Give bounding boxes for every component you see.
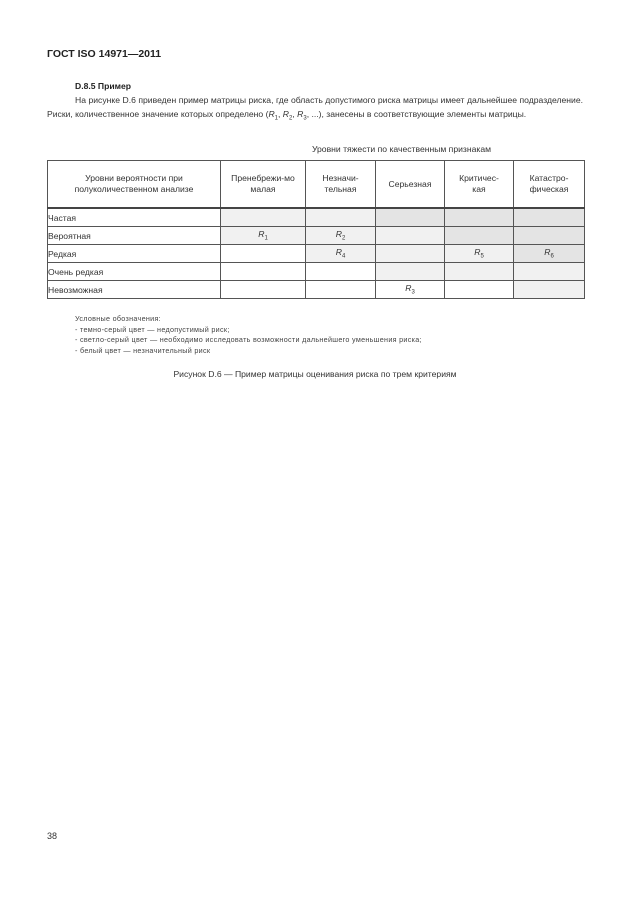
matrix-cell xyxy=(445,208,514,227)
matrix-cell xyxy=(221,263,306,281)
legend xyxy=(75,314,422,356)
risk-value: $R_3$ xyxy=(405,283,415,296)
matrix-cell xyxy=(514,281,585,299)
risk-value: $R_2$ xyxy=(335,229,346,242)
matrix-cell xyxy=(376,245,445,263)
matrix-cell xyxy=(221,227,306,245)
document-header: ГОСТ ISO 14971—2011 xyxy=(47,48,162,60)
table-row xyxy=(48,263,585,281)
legend-item-white: - белый цвет — незначительный риск xyxy=(75,345,211,355)
intro-paragraph: На рисунке D.6 приведен пример матрицы риска, где область допустимого риска матрицы имеет дальнейшее подразделение. Риски, количественное значение которых определено ($R_1$, $R_2$, $R_3$, ...), занесены в соответствующие элементы матрицы. xyxy=(47,95,583,122)
table-row xyxy=(48,281,585,299)
legend-item-dark: - темно-серый цвет — недопустимый риск; xyxy=(75,324,230,334)
figure-caption: Рисунок D.6 — Пример матрицы оценивания риска по трем критериям xyxy=(173,369,457,379)
probability-label: Частая xyxy=(48,208,221,227)
matrix-cell xyxy=(376,281,445,299)
probability-label: Очень редкая xyxy=(48,263,221,281)
risk-value: $R_1$ xyxy=(258,229,268,242)
column-header-critical: Критичес-кая xyxy=(445,161,514,209)
page-number: 38 xyxy=(47,831,58,841)
paragraph-part2: , ...), занесены в соответствующие элементы матрицы. xyxy=(306,109,527,119)
matrix-cell xyxy=(221,208,306,227)
risk-symbol-r1: $R_1$ xyxy=(268,109,278,122)
risk-symbol-r3: $R_3$ xyxy=(297,109,307,122)
matrix-cell xyxy=(445,263,514,281)
column-header-serious: Серьезная xyxy=(376,161,445,209)
probability-label: Невозможная xyxy=(48,281,221,299)
risk-value: $R_5$ xyxy=(474,247,484,260)
matrix-cell xyxy=(445,227,514,245)
risk-value: $R_6$ xyxy=(544,247,554,260)
risk-value: $R_4$ xyxy=(335,247,346,260)
paragraph-part1: На рисунке D.6 приведен пример матрицы риска, где область допустимого риска матрицы имеет дальнейшее подразделение. Риски, количественное значение которых определено ( xyxy=(47,95,583,119)
matrix-cell xyxy=(376,227,445,245)
column-header-minor: Незначи-тельная xyxy=(306,161,376,209)
table-header-row xyxy=(48,161,585,209)
matrix-cell xyxy=(306,227,376,245)
section-title: D.8.5 Пример xyxy=(75,81,132,91)
matrix-cell xyxy=(221,245,306,263)
risk-matrix-table xyxy=(47,160,585,299)
matrix-cell xyxy=(376,208,445,227)
probability-header: Уровни вероятности при полуколичественном анализе xyxy=(48,161,221,209)
matrix-cell xyxy=(514,227,585,245)
matrix-cell xyxy=(514,263,585,281)
probability-label: Вероятная xyxy=(48,227,221,245)
column-header-negligible: Пренебрежи-мо малая xyxy=(221,161,306,209)
matrix-cell xyxy=(306,263,376,281)
severity-caption: Уровни тяжести по качественным признакам xyxy=(311,144,492,154)
matrix-cell xyxy=(514,208,585,227)
risk-symbol-r2: $R_2$ xyxy=(282,109,293,122)
table-row xyxy=(48,208,585,227)
matrix-cell xyxy=(445,245,514,263)
matrix-cell xyxy=(306,281,376,299)
legend-title: Условные обозначения: xyxy=(75,314,161,323)
column-header-catastrophic: Катастро-фическая xyxy=(514,161,585,209)
matrix-body xyxy=(48,208,585,299)
matrix-cell xyxy=(376,263,445,281)
matrix-cell xyxy=(221,281,306,299)
matrix-cell xyxy=(306,245,376,263)
matrix-cell xyxy=(445,281,514,299)
matrix-cell xyxy=(514,245,585,263)
matrix-cell xyxy=(306,208,376,227)
probability-label: Редкая xyxy=(48,245,221,263)
table-row xyxy=(48,227,585,245)
legend-item-light: - светло-серый цвет — необходимо исследовать возможности дальнейшего уменьшения риска; xyxy=(75,335,422,344)
table-row xyxy=(48,245,585,263)
